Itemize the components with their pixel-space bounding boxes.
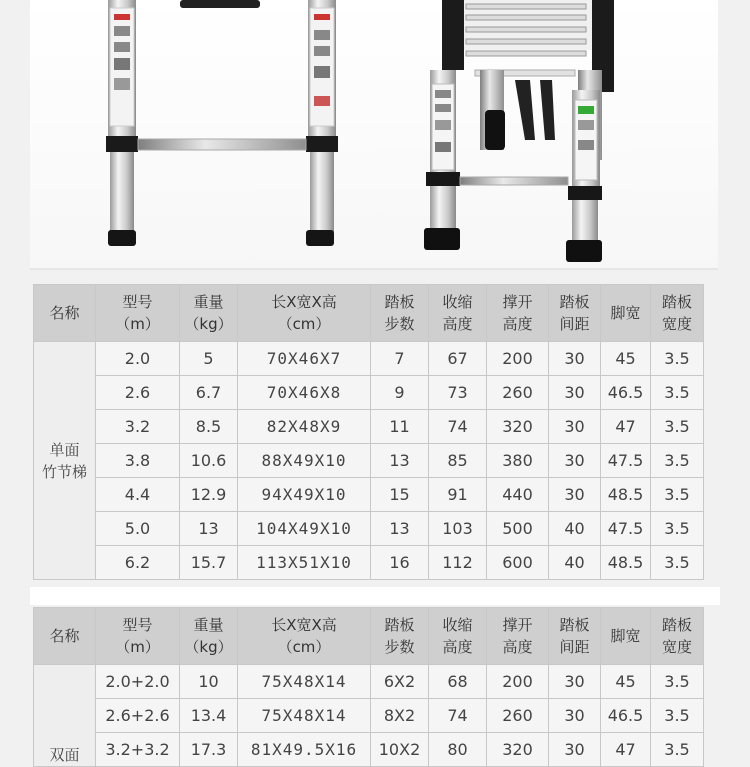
steps-cell: 13: [371, 444, 429, 478]
header-cell: 撑开 高度: [487, 608, 549, 665]
open-height-cell: 440: [487, 478, 549, 512]
dimensions-cell: 94X49X10: [238, 478, 371, 512]
header-cell: 名称: [34, 285, 96, 342]
step-spacing-cell: 40: [549, 512, 601, 546]
weight-cell: 15.7: [180, 546, 238, 580]
header-cell: 踏板 间距: [549, 608, 601, 665]
dimensions-cell: 81X49.5X16: [238, 733, 371, 767]
weight-cell: 6.7: [180, 376, 238, 410]
step-spacing-cell: 30: [549, 699, 601, 733]
header-cell: 脚宽: [601, 285, 651, 342]
open-height-cell: 380: [487, 444, 549, 478]
header-cell: 名称: [34, 608, 96, 665]
step-spacing-cell: 30: [549, 733, 601, 767]
model-cell: 3.8: [96, 444, 180, 478]
header-cell: 踏板 宽度: [651, 608, 704, 665]
steps-cell: 16: [371, 546, 429, 580]
foot-width-cell: 47: [601, 733, 651, 767]
model-cell: 2.0+2.0: [96, 665, 180, 699]
step-width-cell: 3.5: [651, 546, 704, 580]
model-cell: 3.2: [96, 410, 180, 444]
foot-width-cell: 46.5: [601, 699, 651, 733]
table-row: [34, 478, 704, 512]
header-cell: 型号 （m）: [96, 285, 180, 342]
table-row: [34, 410, 704, 444]
closed-height-cell: 85: [429, 444, 487, 478]
header-cell: 踏板 步数: [371, 608, 429, 665]
open-height-cell: 320: [487, 410, 549, 444]
model-cell: 5.0: [96, 512, 180, 546]
dimensions-cell: 82X48X9: [238, 410, 371, 444]
closed-height-cell: 68: [429, 665, 487, 699]
model-cell: 6.2: [96, 546, 180, 580]
dimensions-cell: 75X48X14: [238, 665, 371, 699]
weight-cell: 13: [180, 512, 238, 546]
open-height-cell: 260: [487, 699, 549, 733]
steps-cell: 6X2: [371, 665, 429, 699]
closed-height-cell: 91: [429, 478, 487, 512]
weight-cell: 13.4: [180, 699, 238, 733]
table-row: [34, 699, 704, 733]
open-height-cell: 200: [487, 665, 549, 699]
weight-cell: 10: [180, 665, 238, 699]
double-ladder-image: [424, 0, 614, 262]
weight-cell: 5: [180, 342, 238, 376]
category-cell: 单面 竹节梯: [34, 342, 96, 580]
open-height-cell: 260: [487, 376, 549, 410]
foot-width-cell: 48.5: [601, 546, 651, 580]
foot-width-cell: 47.5: [601, 444, 651, 478]
steps-cell: 15: [371, 478, 429, 512]
open-height-cell: 600: [487, 546, 549, 580]
header-cell: 脚宽: [601, 608, 651, 665]
step-width-cell: 3.5: [651, 342, 704, 376]
step-width-cell: 3.5: [651, 376, 704, 410]
header-cell: 收缩 高度: [429, 285, 487, 342]
closed-height-cell: 73: [429, 376, 487, 410]
header-row: [34, 285, 704, 342]
closed-height-cell: 103: [429, 512, 487, 546]
step-width-cell: 3.5: [651, 512, 704, 546]
step-spacing-cell: 40: [549, 546, 601, 580]
model-cell: 2.6: [96, 376, 180, 410]
step-width-cell: 3.5: [651, 444, 704, 478]
steps-cell: 8X2: [371, 699, 429, 733]
table-row: [34, 376, 704, 410]
header-cell: 收缩 高度: [429, 608, 487, 665]
steps-cell: 9: [371, 376, 429, 410]
step-width-cell: 3.5: [651, 665, 704, 699]
step-spacing-cell: 30: [549, 342, 601, 376]
foot-width-cell: 45: [601, 665, 651, 699]
photo-divider: [30, 268, 718, 270]
closed-height-cell: 74: [429, 699, 487, 733]
closed-height-cell: 67: [429, 342, 487, 376]
spec-table-single: [33, 284, 704, 580]
step-width-cell: 3.5: [651, 478, 704, 512]
step-spacing-cell: 30: [549, 478, 601, 512]
foot-width-cell: 45: [601, 342, 651, 376]
table-row: [34, 444, 704, 478]
header-cell: 长X宽X高 （cm）: [238, 285, 371, 342]
steps-cell: 10X2: [371, 733, 429, 767]
step-spacing-cell: 30: [549, 410, 601, 444]
table-row: [34, 665, 704, 699]
step-spacing-cell: 30: [549, 665, 601, 699]
table-gap: [30, 587, 720, 605]
weight-cell: 12.9: [180, 478, 238, 512]
table-row: [34, 733, 704, 767]
weight-cell: 10.6: [180, 444, 238, 478]
steps-cell: 7: [371, 342, 429, 376]
dimensions-cell: 88X49X10: [238, 444, 371, 478]
step-width-cell: 3.5: [651, 733, 704, 767]
step-width-cell: 3.5: [651, 699, 704, 733]
spec-table-double: [33, 607, 704, 767]
header-cell: 长X宽X高 （cm）: [238, 608, 371, 665]
table-row: [34, 512, 704, 546]
dimensions-cell: 70X46X8: [238, 376, 371, 410]
ladder-illustration: [30, 0, 718, 270]
step-spacing-cell: 30: [549, 444, 601, 478]
header-cell: 型号 （m）: [96, 608, 180, 665]
open-height-cell: 500: [487, 512, 549, 546]
dimensions-cell: 113X51X10: [238, 546, 371, 580]
closed-height-cell: 74: [429, 410, 487, 444]
model-cell: 4.4: [96, 478, 180, 512]
header-cell: 踏板 间距: [549, 285, 601, 342]
open-height-cell: 320: [487, 733, 549, 767]
header-cell: 踏板 宽度: [651, 285, 704, 342]
header-row: [34, 608, 704, 665]
model-cell: 2.6+2.6: [96, 699, 180, 733]
steps-cell: 13: [371, 512, 429, 546]
open-height-cell: 200: [487, 342, 549, 376]
dimensions-cell: 75X48X14: [238, 699, 371, 733]
dimensions-cell: 104X49X10: [238, 512, 371, 546]
header-cell: 重量 （kg）: [180, 608, 238, 665]
closed-height-cell: 80: [429, 733, 487, 767]
category-cell: 双面: [34, 665, 96, 767]
foot-width-cell: 48.5: [601, 478, 651, 512]
table-row: [34, 342, 704, 376]
dimensions-cell: 70X46X7: [238, 342, 371, 376]
header-cell: 踏板 步数: [371, 285, 429, 342]
model-cell: 2.0: [96, 342, 180, 376]
step-spacing-cell: 30: [549, 376, 601, 410]
header-cell: 重量 （kg）: [180, 285, 238, 342]
table-row: [34, 546, 704, 580]
foot-width-cell: 46.5: [601, 376, 651, 410]
single-ladder-image: [106, 0, 338, 246]
step-width-cell: 3.5: [651, 410, 704, 444]
closed-height-cell: 112: [429, 546, 487, 580]
product-photo: [30, 0, 718, 270]
header-cell: 撑开 高度: [487, 285, 549, 342]
model-cell: 3.2+3.2: [96, 733, 180, 767]
foot-width-cell: 47: [601, 410, 651, 444]
weight-cell: 17.3: [180, 733, 238, 767]
foot-width-cell: 47.5: [601, 512, 651, 546]
weight-cell: 8.5: [180, 410, 238, 444]
steps-cell: 11: [371, 410, 429, 444]
